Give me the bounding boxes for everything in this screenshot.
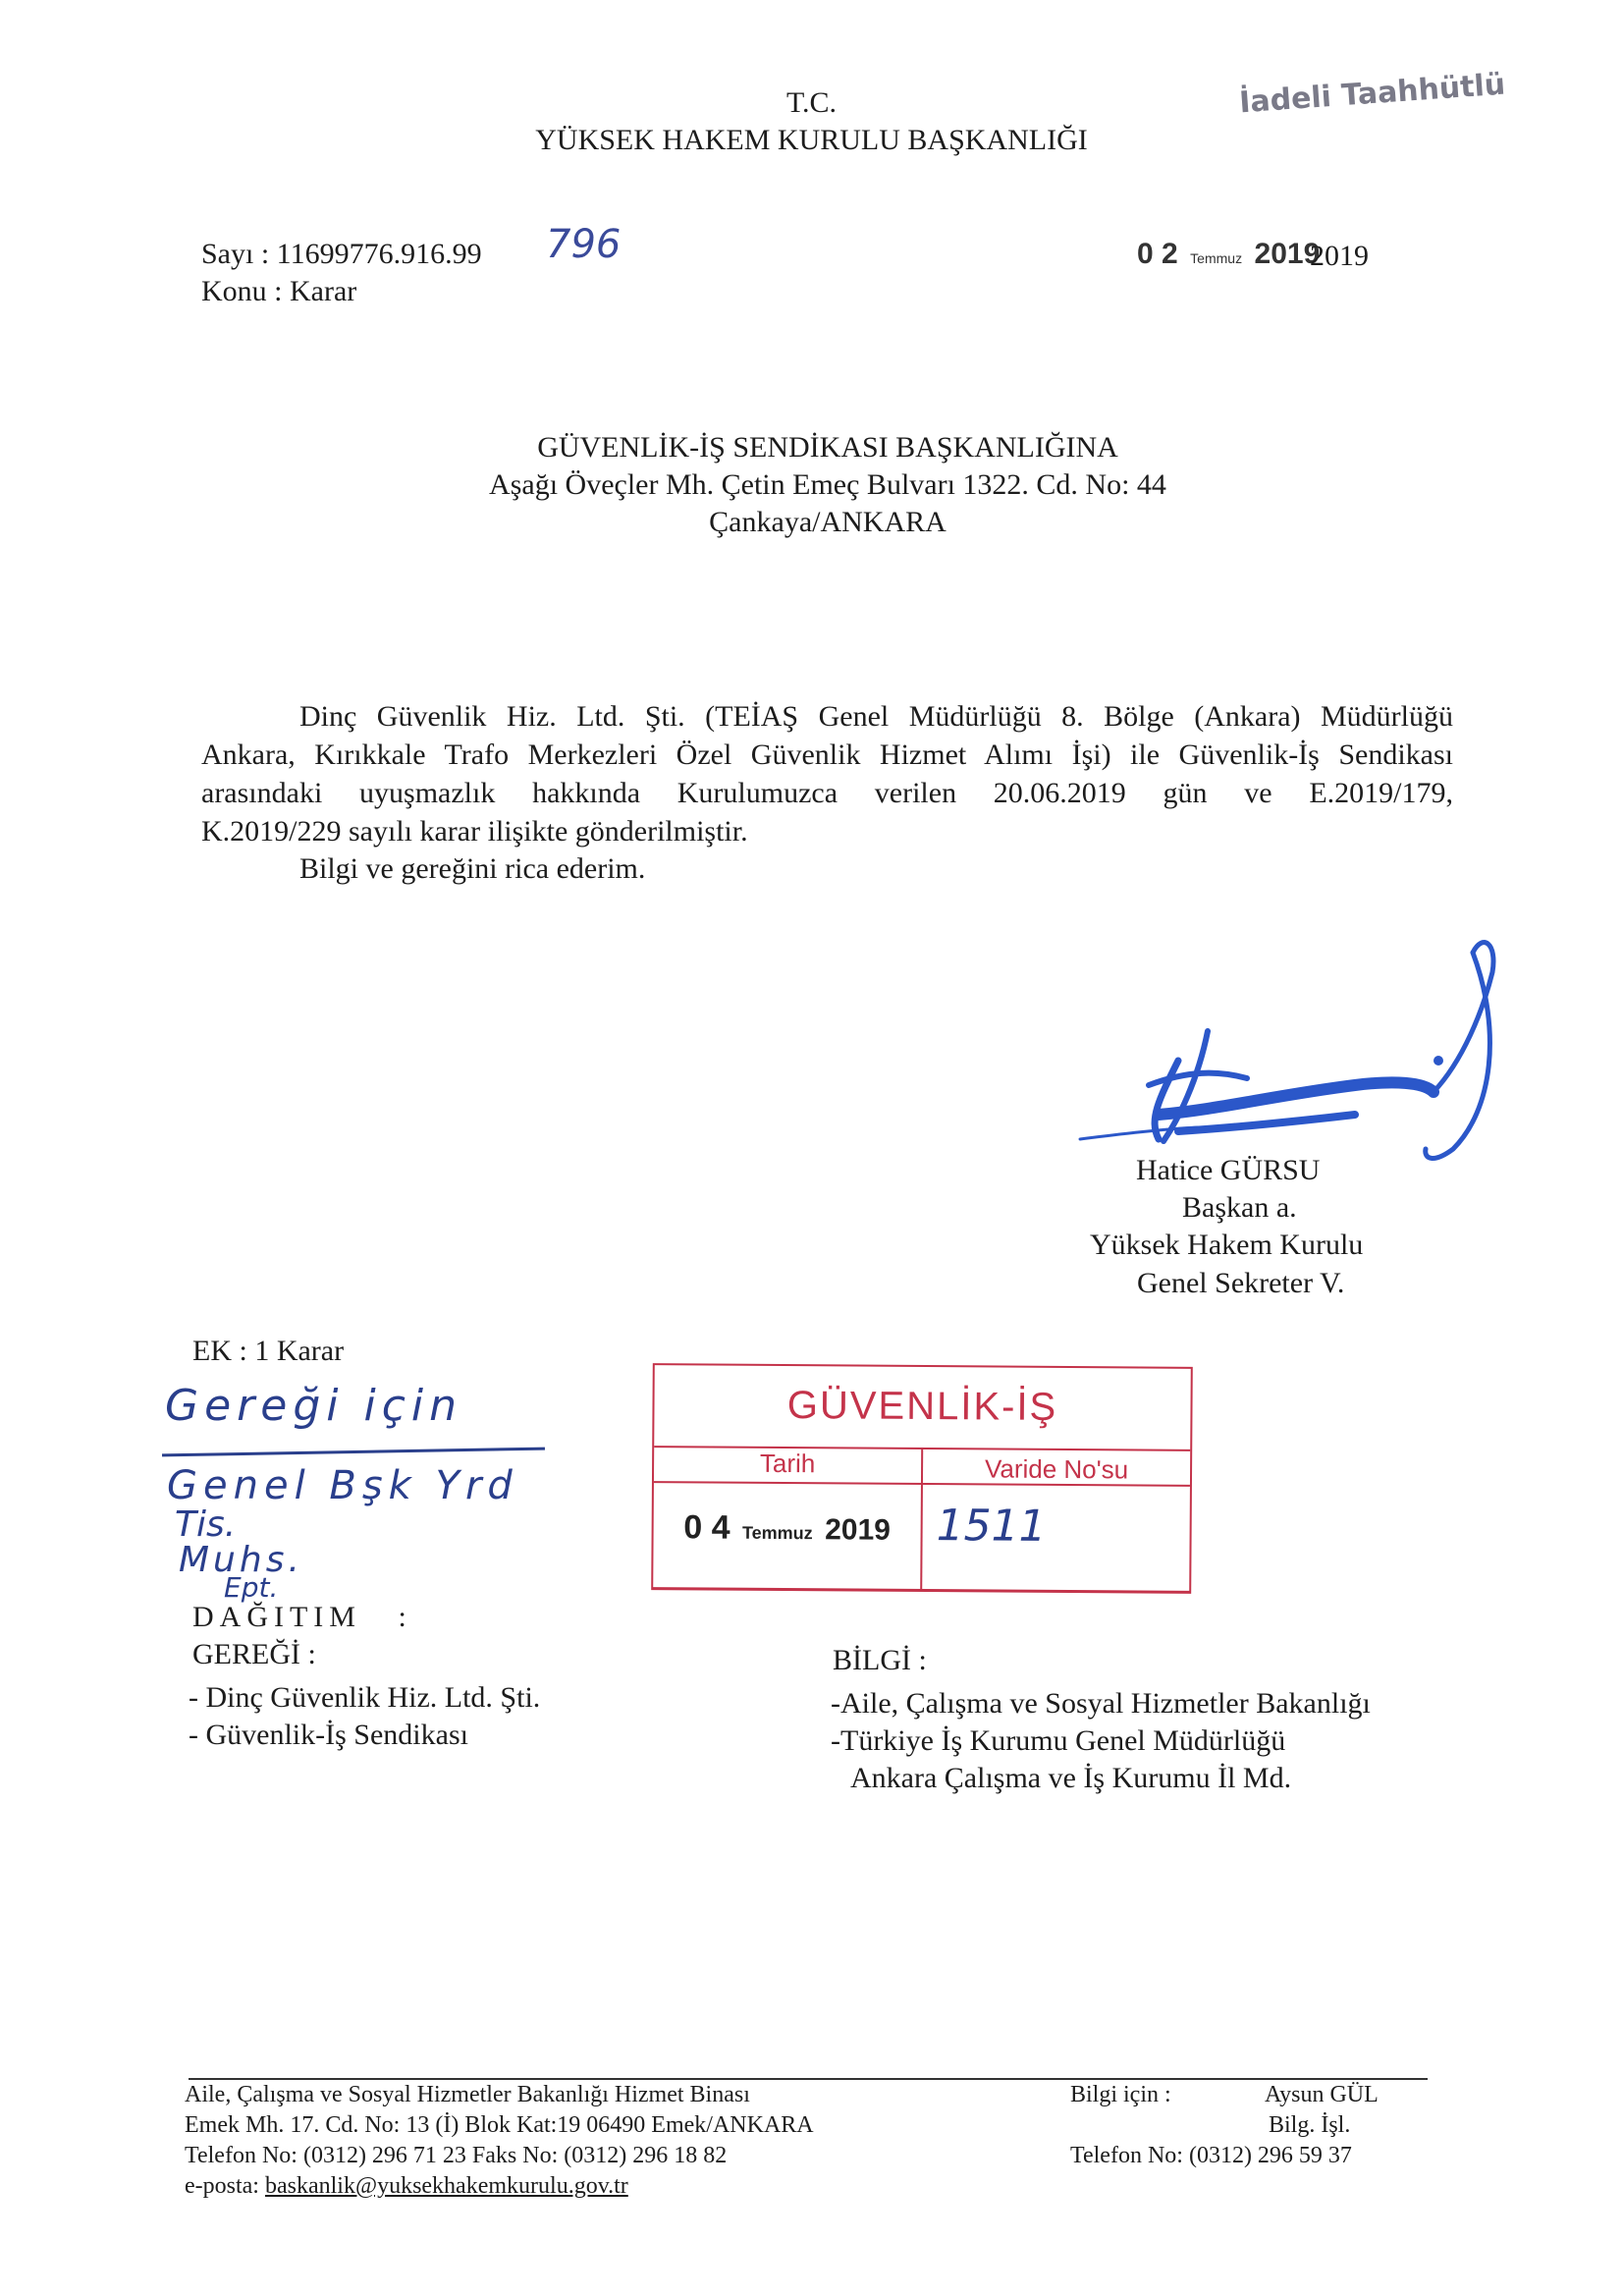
header-tc: T.C.: [785, 86, 838, 119]
date-printed-year: 2019: [1310, 240, 1369, 272]
footer-info-label: Bilgi için :: [1070, 2082, 1171, 2107]
received-stamp-date-day: 0 4: [683, 1508, 730, 1547]
konu-row: [201, 273, 356, 310]
handwritten-note-line4: Muhs.: [179, 1540, 303, 1580]
bilgi-item: Ankara Çalışma ve İş Kurumu İl Md.: [850, 1762, 1292, 1794]
geregi-item: - Dinç Güvenlik Hiz. Ltd. Şti.: [189, 1681, 541, 1714]
date-stamp-month: Temmuz: [1190, 250, 1243, 266]
konu-value: : Karar: [274, 275, 357, 307]
footer-address-line: Telefon No: (0312) 296 71 23 Faks No: (0312) 296 18 82: [185, 2143, 728, 2168]
distribution-heading-text: DAĞITIM: [192, 1601, 361, 1633]
sayi-label: Sayı: [201, 238, 254, 270]
addressee-address-line2: Çankaya/ANKARA: [709, 506, 947, 538]
received-stamp-date-header: Tarih: [759, 1448, 816, 1479]
signatory-title-3: Genel Sekreter V.: [1137, 1267, 1345, 1299]
body-paragraph: [201, 697, 1453, 850]
body-line: arasındaki uyuşmazlık hakkında Kurulumuzca verilen 20.06.2019 gün ve E.2019/179,: [201, 777, 1453, 809]
closing-line: Bilgi ve gereğini rica ederim.: [299, 852, 646, 885]
sayi-row: [201, 236, 482, 273]
bilgi-item: -Aile, Çalışma ve Sosyal Hizmetler Bakanlığı: [831, 1687, 1371, 1720]
bilgi-label: BİLGİ :: [833, 1644, 927, 1676]
received-stamp: [651, 1363, 1193, 1594]
date-stamp-day: 0 2: [1137, 238, 1178, 270]
received-stamp-title: GÜVENLİK-İŞ: [786, 1384, 1058, 1429]
handwritten-note-line3: Tis.: [175, 1504, 237, 1545]
header-institution: YÜKSEK HAKEM KURULU BAŞKANLIĞI: [535, 124, 1088, 156]
handwritten-underline: [162, 1448, 545, 1457]
distribution-heading: [192, 1599, 412, 1636]
footer-info-title: Bilg. İşl.: [1269, 2112, 1351, 2138]
footer-address-line: Aile, Çalışma ve Sosyal Hizmetler Bakanlığı Hizmet Binası: [185, 2082, 750, 2107]
date-stamp: [1137, 238, 1320, 271]
received-stamp-date-year: 2019: [825, 1513, 892, 1547]
konu-label: Konu: [201, 275, 267, 307]
handwritten-note-line1: Gereği için: [165, 1381, 462, 1431]
distribution-heading-colon: :: [398, 1601, 412, 1633]
footer-email-link[interactable]: baskanlik@yuksekhakemkurulu.gov.tr: [264, 2173, 628, 2199]
footer-address-line: Emek Mh. 17. Cd. No: 13 (İ) Blok Kat:19 06490 Emek/ANKARA: [185, 2112, 814, 2138]
geregi-label: GEREĞİ :: [192, 1638, 316, 1670]
geregi-item: - Güvenlik-İş Sendikası: [189, 1719, 468, 1751]
sayi-handwritten-number: 796: [546, 222, 622, 267]
signature-mark: [1060, 913, 1512, 1188]
date-stamp-year: 2019: [1254, 238, 1321, 270]
footer-info-name: Aysun GÜL: [1265, 2082, 1379, 2107]
received-stamp-number: 1511: [936, 1501, 1047, 1552]
signatory-title-1: Başkan a.: [1182, 1191, 1297, 1224]
body-line: Ankara, Kırıkkale Trafo Merkezleri Özel Güvenlik Hizmet Alımı İşi) ile Güvenlik-İş Sendikası: [201, 738, 1453, 771]
bilgi-item: -Türkiye İş Kurumu Genel Müdürlüğü: [831, 1724, 1286, 1757]
body-line: K.2019/229 sayılı karar ilişikte gönderilmiştir.: [201, 815, 748, 847]
attachment-line: EK : 1 Karar: [192, 1335, 345, 1367]
signatory-name: Hatice GÜRSU: [1136, 1154, 1321, 1186]
received-stamp-number-header: Varide No'su: [984, 1453, 1129, 1485]
registered-mail-stamp: İadeli Taahhütlü: [1238, 67, 1507, 121]
sayi-value: : 11699776.916.99: [260, 238, 482, 270]
addressee-name: GÜVENLİK-İŞ SENDİKASI BAŞKANLIĞINA: [537, 431, 1118, 464]
footer-info-phone: Telefon No: (0312) 296 59 37: [1070, 2143, 1352, 2168]
handwritten-note-line5: Ept.: [224, 1571, 279, 1604]
footer-email-row: [185, 2171, 814, 2202]
handwritten-note-line2: Genel Bşk Yrd: [167, 1463, 518, 1508]
footer-address: [185, 2080, 814, 2202]
received-stamp-date: [654, 1508, 921, 1549]
signatory-title-2: Yüksek Hakem Kurulu: [1090, 1229, 1364, 1261]
received-stamp-date-month: Temmuz: [741, 1522, 813, 1544]
footer-email-label: e-posta:: [185, 2173, 259, 2199]
addressee-address-line1: Aşağı Öveçler Mh. Çetin Emeç Bulvarı 1322. Cd. No: 44: [489, 468, 1166, 501]
body-line: Dinç Güvenlik Hiz. Ltd. Şti. (TEİAŞ Genel Müdürlüğü 8. Bölge (Ankara) Müdürlüğü: [299, 700, 1453, 733]
